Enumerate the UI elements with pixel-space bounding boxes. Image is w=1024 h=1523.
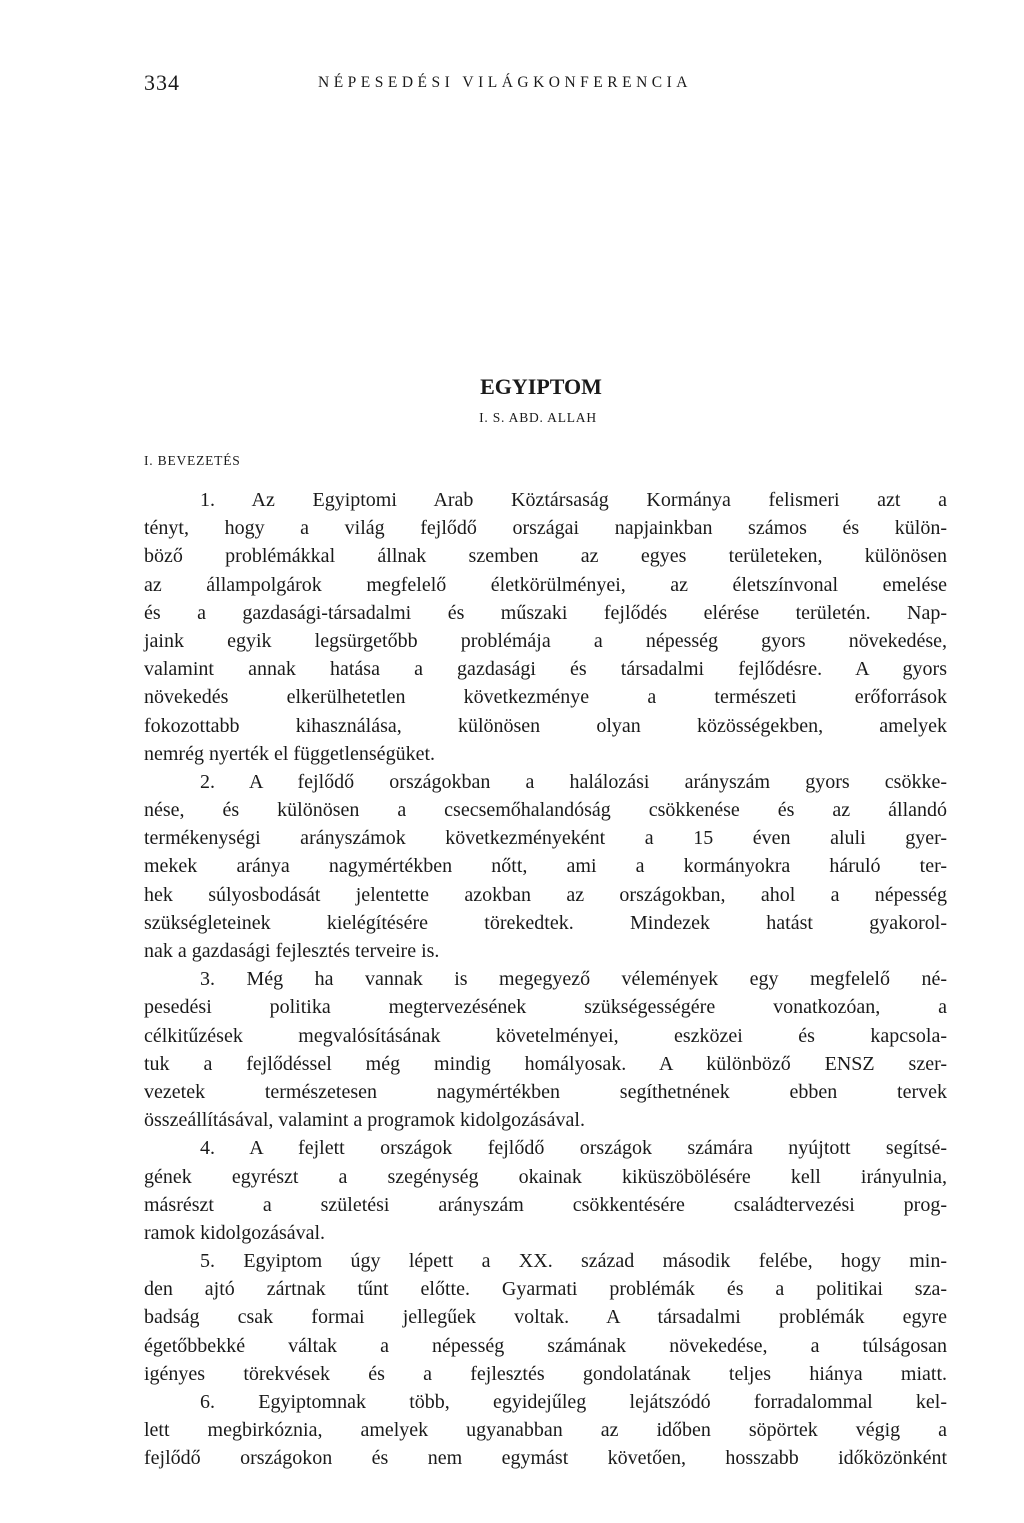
body-text — [144, 486, 947, 1473]
text-line: böző problémákkal állnak szemben az egyes területeken, különösen — [144, 545, 947, 568]
text-line: 4. A fejlett országok fejlődő országok számára nyújtott segítsé- — [200, 1137, 947, 1160]
text-line: az állampolgárok megfelelő életkörülményei, az életszínvonal emelése — [144, 573, 947, 596]
text-line: pesedési politika megtervezésének szükségességére vonatkozóan, a — [144, 996, 947, 1019]
text-line: tényt, hogy a világ fejlődő országai napjainkban számos és külön- — [144, 517, 947, 540]
text-line: igényes törekvések és a fejlesztés gondolatának teljes hiánya miatt. — [144, 1362, 947, 1385]
text-line: 6. Egyiptomnak több, egyidejűleg lejátszódó forradalommal kel- — [200, 1391, 947, 1413]
text-line: lett megbirkóznia, amelyek ugyanabban az időben söpörtek végig a — [144, 1419, 947, 1442]
text-line: 2. A fejlődő országokban a halálozási arányszám gyors csökke- — [200, 770, 947, 793]
text-line: nése, és különösen a csecsemőhalandóság csökkenése és az állandó — [144, 799, 947, 822]
text-line: badság csak formai jellegűek voltak. A társadalmi problémák egyre — [144, 1306, 947, 1329]
text-line: szükségleteinek kielégítésére törekedtek. Mindezek hatást gyakorol- — [144, 911, 947, 934]
text-line: ramok kidolgozásával. — [144, 1221, 326, 1244]
text-line: 3. Még ha vannak is megegyező vélemények egy megfelelő né- — [200, 968, 947, 991]
text-line: másrészt a születési arányszám csökkentésére családtervezési prog- — [144, 1193, 947, 1216]
text-line: növekedés elkerülhetetlen következménye a természeti erőforrások — [144, 686, 947, 709]
text-line: nemrég nyerték el függetlenségüket. — [144, 742, 435, 765]
article-author: I. S. ABD. ALLAH — [479, 410, 597, 425]
text-line: összeállításával, valamint a programok kidolgozásával. — [144, 1109, 585, 1132]
text-line: hek súlyosbodását jelentette azokban az országokban, ahol a népesség — [144, 883, 947, 906]
text-line: termékenységi arányszámok következményeként a 15 éven aluli gyer- — [144, 827, 947, 850]
text-line: 1. Az Egyiptomi Arab Köztársaság Kormánya felismeri azt a — [200, 489, 947, 511]
text-line: égetőbbekké váltak a népesség számának növekedése, a túlságosan — [144, 1334, 947, 1357]
text-line: tuk a fejlődéssel még mindig homályosak. A különböző ENSZ szer- — [144, 1052, 947, 1075]
text-line: vezetek természetesen nagymértékben segíthetnének ebben tervek — [144, 1080, 947, 1103]
text-line: fokozottabb kihasználása, különösen olyan közösségekben, amelyek — [144, 714, 947, 737]
text-line: célkitűzések megvalósításának követelményei, eszközei és kapcsola- — [144, 1024, 947, 1047]
page-number: 334 — [144, 70, 180, 95]
text-line: fejlődő országokon és nem egymást követően, hosszabb időközönként — [144, 1447, 947, 1470]
section-heading: I. BEVEZETÉS — [144, 453, 241, 468]
text-line: gének egyrészt a szegénység okainak kiküszöbölésére kell irányulnia, — [144, 1165, 947, 1188]
text-line: valamint annak hatása a gazdasági és társadalmi fejlődésre. A gyors — [144, 658, 947, 681]
text-line: és a gazdasági-társadalmi és műszaki fejlődés elérése területén. Nap- — [144, 601, 947, 624]
running-title: NÉPESEDÉSI VILÁGKONFERENCIA — [318, 74, 692, 91]
text-line: nak a gazdasági fejlesztés terveire is. — [144, 940, 440, 962]
text-line: mekek aránya nagymértékben nőtt, ami a kormányokra háruló ter- — [144, 855, 947, 878]
article-title: EGYIPTOM — [480, 374, 602, 399]
text-line: 5. Egyiptom úgy lépett a XX. század második felébe, hogy min- — [200, 1250, 947, 1273]
text-line: den ajtó zártnak tűnt előtte. Gyarmati problémák és a politikai sza- — [144, 1278, 947, 1301]
text-line: jaink egyik legsürgetőbb problémája a népesség gyors növekedése, — [144, 629, 947, 652]
